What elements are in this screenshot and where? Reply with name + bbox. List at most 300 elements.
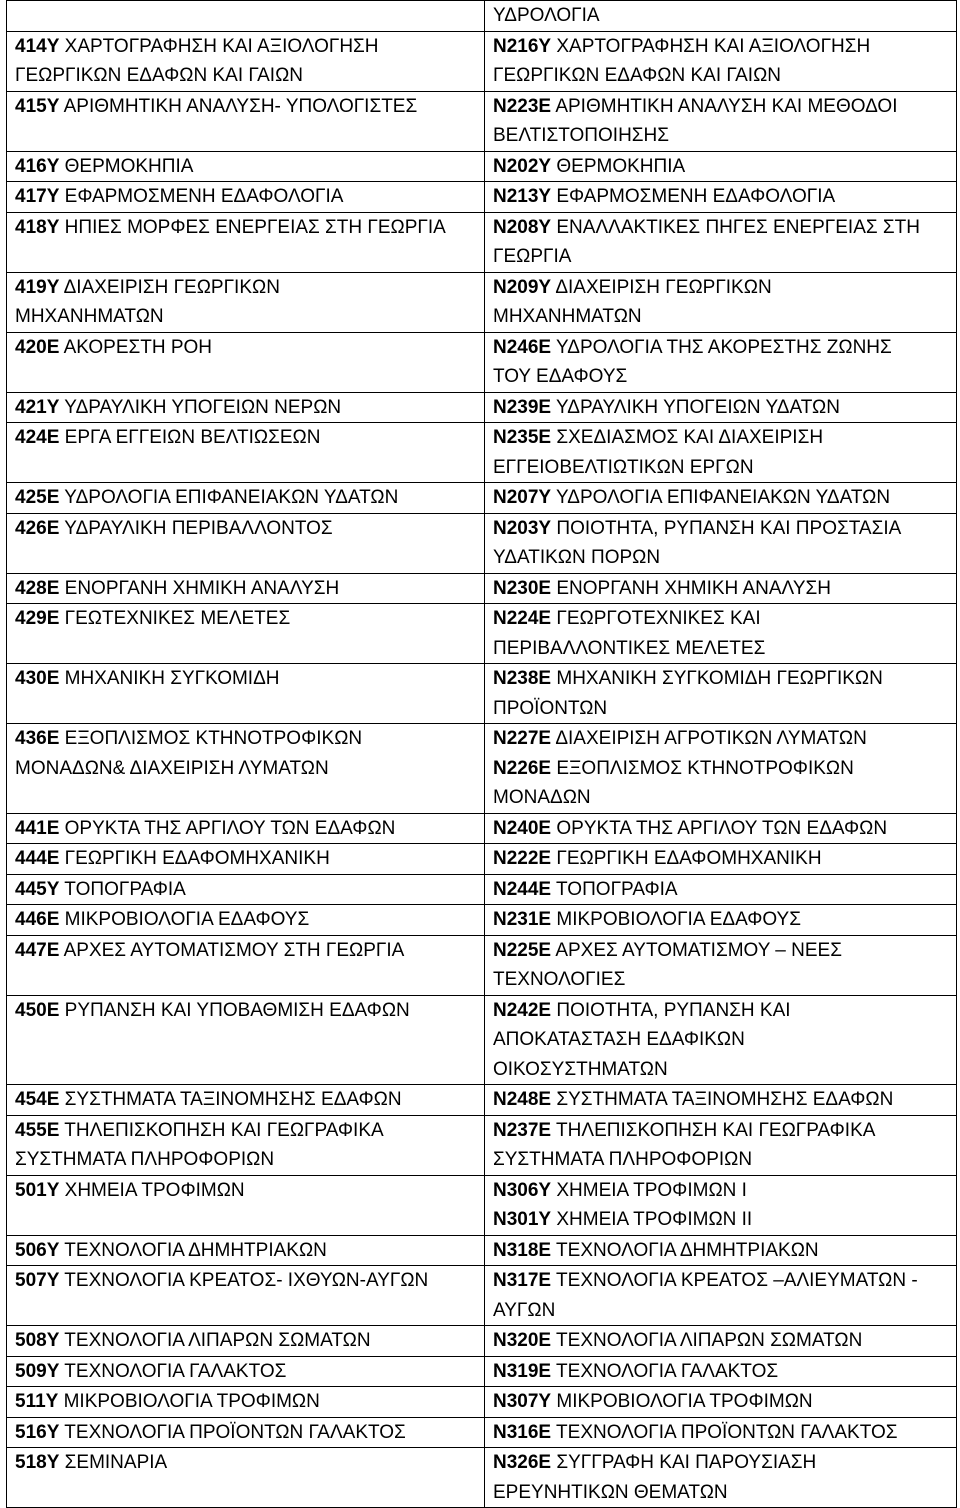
course-line: [493, 453, 948, 483]
course-title: ΤΕΧΝΟΛΟΓΙΑ ΠΡΟΪΟΝΤΩΝ ΓΑΛΑΚΤΟΣ: [59, 1421, 406, 1443]
course-code: 455Ε: [15, 1119, 60, 1141]
course-title: ΠΟΙΟΤΗΤΑ, ΡΥΠΑΝΣΗ ΚΑΙ ΠΡΟΣΤΑΣΙΑ: [551, 517, 902, 539]
course-line: [15, 574, 476, 604]
course-title: ΠΕΡΙΒΑΛΛΟΝΤΙΚΕΣ ΜΕΛΕΤΕΣ: [493, 637, 766, 659]
course-line: [15, 302, 476, 332]
course-title: ΜΙΚΡΟΒΙΟΛΟΓΙΑ ΕΔΑΦΟΥΣ: [59, 909, 310, 930]
new-course-cell: [485, 995, 957, 1085]
new-course-cell: [485, 935, 957, 995]
course-line: [493, 574, 948, 604]
table-row: [7, 1235, 957, 1266]
course-title: ΤΗΛΕΠΙΣΚΟΠΗΣΗ ΚΑΙ ΓΕΩΓΡΑΦΙΚΑ: [59, 1119, 384, 1141]
table-row: [7, 1, 957, 32]
course-line: [493, 754, 948, 784]
new-course-cell: [485, 1175, 957, 1235]
course-code: 415Υ: [15, 95, 60, 117]
table-row: [7, 1175, 957, 1235]
course-title: ΑΡΧΕΣ ΑΥΤΟΜΑΤΙΣΜΟΥ ΣΤΗ ΓΕΩΡΓΙΑ: [59, 939, 405, 961]
course-code: Ν319Ε: [493, 1360, 552, 1382]
course-title: ΤΕΧΝΟΛΟΓΙΑ ΚΡΕΑΤΟΣ –ΑΛΙΕΥΜΑΤΩΝ -: [551, 1270, 918, 1291]
old-course-cell: [7, 31, 485, 91]
course-line: [15, 1357, 476, 1387]
course-title: ΥΔΑΤΙΚΩΝ ΠΟΡΩΝ: [493, 547, 661, 568]
course-code: Ν227Ε: [493, 728, 552, 749]
course-code: Ν235Ε: [493, 427, 552, 448]
course-title: ΠΡΟΪΟΝΤΩΝ: [493, 697, 608, 719]
document-page: [6, 0, 956, 1508]
course-title: ΑΡΧΕΣ ΑΥΤΟΜΑΤΙΣΜΟΥ – ΝΕΕΣ: [551, 939, 842, 961]
course-code: Ν316Ε: [493, 1421, 552, 1443]
course-title: ΤΕΧΝΟΛΟΓΙΑ ΠΡΟΪΟΝΤΩΝ ΓΑΛΑΚΤΟΣ: [551, 1421, 898, 1443]
old-course-cell: [7, 513, 485, 573]
course-line: [15, 273, 476, 303]
old-course-cell: [7, 1356, 485, 1387]
table-row: [7, 272, 957, 332]
course-title: ΕΓΓΕΙΟΒΕΛΤΙΩΤΙΚΩΝ ΕΡΓΩΝ: [493, 456, 754, 478]
new-course-cell: [485, 844, 957, 875]
course-line: [15, 333, 476, 363]
course-title: ΓΕΩΡΓΟΤΕΧΝΙΚΕΣ ΚΑΙ: [551, 608, 761, 629]
table-row: [7, 664, 957, 724]
course-title: ΣΥΣΤΗΜΑΤΑ ΤΑΞΙΝΟΜΗΣΗΣ ΕΔΑΦΩΝ: [551, 1089, 894, 1110]
course-line: [493, 1055, 948, 1085]
course-line: [493, 965, 948, 995]
course-code: 507Υ: [15, 1270, 60, 1291]
old-course-cell: [7, 573, 485, 604]
course-title: ΓΕΩΡΓΙΚΗ ΕΔΑΦΟΜΗΧΑΝΙΚΗ: [59, 848, 330, 869]
course-code: 450Ε: [15, 999, 60, 1021]
course-code: Ν240Ε: [493, 817, 552, 839]
course-line: [493, 996, 948, 1026]
table-row: [7, 1417, 957, 1448]
course-title: ΑΚΟΡΕΣΤΗ ΡΟΗ: [59, 336, 213, 358]
course-title: ΔΙΑΧΕΙΡΙΣΗ ΑΓΡΟΤΙΚΩΝ ΛΥΜΑΤΩΝ: [551, 728, 867, 749]
course-code: 421Υ: [15, 396, 60, 418]
course-title: ΤΗΛΕΠΙΣΚΟΠΗΣΗ ΚΑΙ ΓΕΩΓΡΑΦΙΚΑ: [551, 1119, 876, 1141]
course-line: [493, 664, 948, 694]
course-title: ΘΕΡΜΟΚΗΠΙΑ: [551, 155, 686, 177]
new-course-cell: [485, 212, 957, 272]
course-code: Ν216Υ: [493, 35, 552, 57]
course-title: ΥΔΡΟΛΟΓΙΑ ΕΠΙΦΑΝΕΙΑΚΩΝ ΥΔΑΤΩΝ: [551, 487, 891, 508]
course-code: 417Υ: [15, 186, 60, 207]
new-course-cell: [485, 513, 957, 573]
course-code: Ν230Ε: [493, 577, 552, 599]
course-code: 436Ε: [15, 728, 60, 749]
course-line: [15, 1116, 476, 1146]
new-course-cell: [485, 1356, 957, 1387]
course-title: ΧΗΜΕΙΑ ΤΡΟΦΙΜΩΝ Ι: [551, 1179, 747, 1201]
course-code: Ν238Ε: [493, 668, 552, 689]
course-line: [493, 1085, 948, 1115]
course-code: 508Υ: [15, 1330, 60, 1351]
new-course-cell: [485, 392, 957, 423]
new-course-cell: [485, 664, 957, 724]
old-course-cell: [7, 935, 485, 995]
course-code: 430Ε: [15, 668, 60, 689]
course-line: [493, 1145, 948, 1175]
course-line: [15, 514, 476, 544]
table-row: [7, 513, 957, 573]
new-course-cell: [485, 91, 957, 151]
course-title: ΜΗΧΑΝΗΜΑΤΩΝ: [493, 306, 642, 327]
new-course-cell: [485, 1266, 957, 1326]
old-course-cell: [7, 392, 485, 423]
course-line: [493, 1296, 948, 1326]
course-title: ΥΔΡΟΛΟΓΙΑ ΕΠΙΦΑΝΕΙΑΚΩΝ ΥΔΑΤΩΝ: [59, 487, 399, 508]
course-title: ΜΙΚΡΟΒΙΟΛΟΓΙΑ ΤΡΟΦΙΜΩΝ: [551, 1391, 813, 1412]
old-course-cell: [7, 1115, 485, 1175]
course-title: ΧΗΜΕΙΑ ΤΡΟΦΙΜΩΝ: [59, 1179, 245, 1201]
course-code: 444Ε: [15, 848, 60, 869]
course-code: 424Ε: [15, 427, 60, 448]
course-code: Ν326Ε: [493, 1452, 552, 1473]
course-title: ΟΙΚΟΣΥΣΤΗΜΑΤΩΝ: [493, 1058, 668, 1080]
course-line: [493, 543, 948, 573]
course-line: [15, 875, 476, 905]
course-line: [493, 604, 948, 634]
course-line: [493, 423, 948, 453]
course-line: [15, 844, 476, 874]
course-code: 516Υ: [15, 1421, 60, 1443]
course-line: [15, 393, 476, 423]
course-line: [493, 1448, 948, 1478]
table-row: [7, 844, 957, 875]
course-line: [493, 514, 948, 544]
course-code: Ν202Υ: [493, 155, 552, 177]
course-line: [493, 393, 948, 423]
course-line: [493, 483, 948, 513]
course-line: [15, 1448, 476, 1478]
course-line: [15, 604, 476, 634]
table-row: [7, 604, 957, 664]
old-course-cell: [7, 91, 485, 151]
course-line: [15, 724, 476, 754]
course-line: [15, 814, 476, 844]
new-course-cell: [485, 1387, 957, 1418]
table-row: [7, 91, 957, 151]
course-line: [493, 1176, 948, 1206]
course-line: [493, 273, 948, 303]
course-line: [15, 754, 476, 784]
course-title: ΣΥΣΤΗΜΑΤΑ ΤΑΞΙΝΟΜΗΣΗΣ ΕΔΑΦΩΝ: [59, 1089, 402, 1110]
course-title: ΕΦΑΡΜΟΣΜΕΝΗ ΕΔΑΦΟΛΟΓΙΑ: [551, 186, 836, 207]
table-row: [7, 813, 957, 844]
course-line: [493, 1326, 948, 1356]
course-line: [493, 1418, 948, 1448]
course-line: [15, 152, 476, 182]
course-code: Ν223Ε: [493, 95, 552, 117]
old-course-cell: [7, 1175, 485, 1235]
course-line: [493, 875, 948, 905]
table-body: [7, 1, 957, 1508]
course-line: [493, 1236, 948, 1266]
course-title: ΤΕΧΝΟΛΟΓΙΑ ΛΙΠΑΡΩΝ ΣΩΜΑΤΩΝ: [551, 1330, 863, 1351]
table-row: [7, 724, 957, 814]
course-code: Ν231Ε: [493, 909, 552, 930]
course-title: ΜΗΧΑΝΙΚΗ ΣΥΓΚΟΜΙΔΗ ΓΕΩΡΓΙΚΩΝ: [551, 668, 883, 689]
course-code: Ν213Υ: [493, 186, 552, 207]
new-course-cell: [485, 272, 957, 332]
course-code: Ν224Ε: [493, 608, 552, 629]
table-row: [7, 332, 957, 392]
new-course-cell: [485, 31, 957, 91]
old-course-cell: [7, 332, 485, 392]
course-title: ΜΗΧΑΝΗΜΑΤΩΝ: [15, 306, 164, 327]
table-row: [7, 1448, 957, 1508]
course-code: 509Υ: [15, 1360, 60, 1382]
course-line: [15, 664, 476, 694]
course-title: ΤΕΧΝΟΛΟΓΙΑ ΚΡΕΑΤΟΣ- ΙΧΘΥΩΝ-ΑΥΓΩΝ: [59, 1270, 429, 1291]
course-code: Ν306Υ: [493, 1179, 552, 1201]
course-line: [15, 61, 476, 91]
course-code: Ν248Ε: [493, 1089, 552, 1110]
table-row: [7, 151, 957, 182]
course-code: 418Υ: [15, 216, 60, 238]
new-course-cell: [485, 874, 957, 905]
course-code: 518Υ: [15, 1452, 60, 1473]
old-course-cell: [7, 272, 485, 332]
course-code: 419Υ: [15, 276, 60, 298]
course-title: ΜΙΚΡΟΒΙΟΛΟΓΙΑ ΕΔΑΦΟΥΣ: [551, 909, 801, 930]
course-line: [15, 1266, 476, 1296]
course-title: ΑΡΙΘΜΗΤΙΚΗ ΑΝΑΛΥΣΗ ΚΑΙ ΜΕΘΟΔΟΙ: [551, 95, 898, 117]
new-course-cell: [485, 905, 957, 936]
old-course-cell: [7, 1387, 485, 1418]
old-course-cell: [7, 813, 485, 844]
course-line: [15, 182, 476, 212]
course-title: ΧΗΜΕΙΑ ΤΡΟΦΙΜΩΝ ΙΙ: [551, 1209, 753, 1230]
course-title: ΤΕΧΝΟΛΟΓΙΑ ΓΑΛΑΚΤΟΣ: [59, 1360, 287, 1382]
course-line: [493, 121, 948, 151]
course-title: ΓΕΩΡΓΙΑ: [493, 246, 572, 267]
course-code: 447Ε: [15, 939, 60, 961]
course-title: ΕΝΑΛΛΑΚΤΙΚΕΣ ΠΗΓΕΣ ΕΝΕΡΓΕΙΑΣ ΣΤΗ: [551, 216, 920, 238]
course-line: [493, 302, 948, 332]
table-row: [7, 1085, 957, 1116]
course-title: ΕΦΑΡΜΟΣΜΕΝΗ ΕΔΑΦΟΛΟΓΙΑ: [59, 186, 344, 207]
course-code: 425Ε: [15, 487, 60, 508]
old-course-cell: [7, 905, 485, 936]
course-line: [15, 92, 476, 122]
course-line: [493, 724, 948, 754]
course-title: ΓΕΩΡΓΙΚΩΝ ΕΔΑΦΩΝ ΚΑΙ ΓΑΙΩΝ: [493, 65, 781, 86]
course-title: ΥΔΡΑΥΛΙΚΗ ΥΠΟΓΕΙΩΝ ΥΔΑΤΩΝ: [551, 396, 840, 418]
course-title: ΡΥΠΑΝΣΗ ΚΑΙ ΥΠΟΒΑΘΜΙΣΗ ΕΔΑΦΩΝ: [59, 999, 410, 1021]
course-code: 511Υ: [15, 1391, 59, 1412]
course-line: [493, 182, 948, 212]
old-course-cell: [7, 1326, 485, 1357]
course-title: ΥΔΡΑΥΛΙΚΗ ΥΠΟΓΕΙΩΝ ΝΕΡΩΝ: [59, 396, 342, 418]
old-course-cell: [7, 1235, 485, 1266]
table-row: [7, 874, 957, 905]
course-line: [493, 1025, 948, 1055]
old-course-cell: [7, 423, 485, 483]
table-row: [7, 935, 957, 995]
table-row: [7, 1326, 957, 1357]
course-line: [15, 1418, 476, 1448]
course-title: ΕΝΟΡΓΑΝΗ ΧΗΜΙΚΗ ΑΝΑΛΥΣΗ: [551, 577, 831, 599]
course-line: [493, 1116, 948, 1146]
course-title: ΜΙΚΡΟΒΙΟΛΟΓΙΑ ΤΡΟΦΙΜΩΝ: [58, 1391, 320, 1412]
course-code: Ν246Ε: [493, 336, 552, 358]
course-title: ΤΟΠΟΓΡΑΦΙΑ: [551, 878, 678, 900]
old-course-cell: [7, 483, 485, 514]
course-title: ΥΔΡΑΥΛΙΚΗ ΠΕΡΙΒΑΛΛΟΝΤΟΣ: [59, 517, 333, 539]
course-line: [15, 905, 476, 935]
old-course-cell: [7, 844, 485, 875]
course-title: ΣΥΣΤΗΜΑΤΑ ΠΛΗΡΟΦΟΡΙΩΝ: [15, 1149, 275, 1170]
course-title: ΑΡΙΘΜΗΤΙΚΗ ΑΝΑΛΥΣΗ- ΥΠΟΛΟΓΙΣΤΕΣ: [59, 95, 418, 117]
new-course-cell: [485, 724, 957, 814]
course-title: ΔΙΑΧΕΙΡΙΣΗ ΓΕΩΡΓΙΚΩΝ: [59, 276, 280, 298]
course-title: ΤΕΧΝΟΛΟΓΙΑ ΓΑΛΑΚΤΟΣ: [551, 1360, 779, 1382]
course-line: [493, 32, 948, 62]
course-title: ΤΕΧΝΟΛΟΓΙΑ ΔΗΜΗΤΡΙΑΚΩΝ: [59, 1239, 327, 1261]
course-title: ΣΕΜΙΝΑΡΙΑ: [59, 1452, 168, 1473]
course-code: Ν207Υ: [493, 487, 552, 508]
course-code: 428Ε: [15, 577, 60, 599]
old-course-cell: [7, 604, 485, 664]
course-line: [15, 1236, 476, 1266]
course-code: Ν209Υ: [493, 276, 552, 298]
table-row: [7, 483, 957, 514]
course-title: ΔΙΑΧΕΙΡΙΣΗ ΓΕΩΡΓΙΚΩΝ: [551, 276, 772, 298]
course-line: [15, 483, 476, 513]
old-course-cell: [7, 151, 485, 182]
new-course-cell: [485, 604, 957, 664]
course-title: ΤΕΧΝΟΛΟΓΙΑ ΔΗΜΗΤΡΙΑΚΩΝ: [551, 1239, 819, 1261]
old-course-cell: [7, 1417, 485, 1448]
course-title: ΑΠΟΚΑΤΑΣΤΑΣΗ ΕΔΑΦΙΚΩΝ: [493, 1029, 745, 1050]
course-title: ΣΥΣΤΗΜΑΤΑ ΠΛΗΡΟΦΟΡΙΩΝ: [493, 1149, 753, 1170]
course-line: [15, 1176, 476, 1206]
old-course-cell: [7, 182, 485, 213]
new-course-cell: [485, 1235, 957, 1266]
course-line: [493, 783, 948, 813]
course-code: 414Υ: [15, 35, 60, 57]
course-title: ΣΧΕΔΙΑΣΜΟΣ ΚΑΙ ΔΙΑΧΕΙΡΙΣΗ: [551, 427, 824, 448]
table-row: [7, 995, 957, 1085]
course-code: 420Ε: [15, 336, 60, 358]
course-line: [493, 242, 948, 272]
course-code: Ν203Υ: [493, 517, 552, 539]
table-row: [7, 573, 957, 604]
new-course-cell: [485, 1326, 957, 1357]
new-course-cell: [485, 1417, 957, 1448]
course-code: Ν320Ε: [493, 1330, 552, 1351]
course-code: Ν244Ε: [493, 878, 552, 900]
old-course-cell: [7, 1266, 485, 1326]
course-title: ΧΑΡΤΟΓΡΑΦΗΣΗ ΚΑΙ ΑΞΙΟΛΟΓΗΣΗ: [551, 35, 871, 57]
course-title: ΤΟΥ ΕΔΑΦΟΥΣ: [493, 366, 628, 387]
course-line: [15, 1145, 476, 1175]
course-code: 501Υ: [15, 1179, 60, 1201]
course-title: ΓΕΩΤΕΧΝΙΚΕΣ ΜΕΛΕΤΕΣ: [59, 608, 291, 629]
course-line: [15, 1387, 476, 1417]
course-line: [15, 936, 476, 966]
course-line: [493, 61, 948, 91]
course-line: [15, 1085, 476, 1115]
course-title: ΑΥΓΩΝ: [493, 1299, 556, 1321]
old-course-cell: [7, 1, 485, 32]
old-course-cell: [7, 724, 485, 814]
course-line: [493, 152, 948, 182]
course-title: ΜΗΧΑΝΙΚΗ ΣΥΓΚΟΜΙΔΗ: [59, 668, 280, 689]
course-title: ΜΟΝΑΔΩΝ: [493, 787, 591, 808]
course-code: Ν307Υ: [493, 1391, 552, 1412]
course-code: Ν225Ε: [493, 939, 552, 961]
course-title: ΓΕΩΡΓΙΚΩΝ ΕΔΑΦΩΝ ΚΑΙ ΓΑΙΩΝ: [15, 65, 303, 86]
new-course-cell: [485, 1, 957, 32]
table-row: [7, 423, 957, 483]
course-line: [493, 213, 948, 243]
course-code: Ν208Υ: [493, 216, 552, 238]
course-line: [493, 333, 948, 363]
course-title: ΥΔΡΟΛΟΓΙΑ ΤΗΣ ΑΚΟΡΕΣΤΗΣ ΖΩΝΗΣ: [551, 336, 892, 358]
table-row: [7, 905, 957, 936]
course-line: [493, 1387, 948, 1417]
table-row: [7, 1266, 957, 1326]
new-course-cell: [485, 332, 957, 392]
course-line: [493, 1205, 948, 1235]
course-equivalence-table: [6, 0, 957, 1508]
course-line: [493, 1266, 948, 1296]
old-course-cell: [7, 212, 485, 272]
course-line: [15, 32, 476, 62]
course-line: [493, 936, 948, 966]
new-course-cell: [485, 1115, 957, 1175]
course-line: [493, 814, 948, 844]
course-code: 506Υ: [15, 1239, 60, 1261]
course-title: ΘΕΡΜΟΚΗΠΙΑ: [59, 155, 194, 177]
course-title: ΤΕΧΝΟΛΟΓΙΑ ΛΙΠΑΡΩΝ ΣΩΜΑΤΩΝ: [59, 1330, 371, 1351]
course-code: Ν318Ε: [493, 1239, 552, 1261]
course-title: ΥΔΡΟΛΟΓΙΑ: [493, 5, 600, 26]
course-line: [493, 1357, 948, 1387]
table-row: [7, 1356, 957, 1387]
course-code: 441Ε: [15, 817, 60, 839]
new-course-cell: [485, 1085, 957, 1116]
new-course-cell: [485, 151, 957, 182]
table-row: [7, 1115, 957, 1175]
course-code: Ν242Ε: [493, 999, 552, 1021]
course-title: ΜΟΝΑΔΩΝ& ΔΙΑΧΕΙΡΙΣΗ ΛΥΜΑΤΩΝ: [15, 757, 329, 779]
course-line: [493, 1, 948, 31]
course-code: 454Ε: [15, 1089, 60, 1110]
course-code: Ν222Ε: [493, 848, 552, 869]
course-title: ΓΕΩΡΓΙΚΗ ΕΔΑΦΟΜΗΧΑΝΙΚΗ: [551, 848, 822, 869]
old-course-cell: [7, 874, 485, 905]
old-course-cell: [7, 1448, 485, 1508]
course-line: [493, 92, 948, 122]
course-title: ΗΠΙΕΣ ΜΟΡΦΕΣ ΕΝΕΡΓΕΙΑΣ ΣΤΗ ΓΕΩΡΓΙΑ: [59, 216, 446, 238]
course-code: Ν317Ε: [493, 1270, 552, 1291]
course-title: ΠΟΙΟΤΗΤΑ, ΡΥΠΑΝΣΗ ΚΑΙ: [551, 999, 791, 1021]
table-row: [7, 212, 957, 272]
course-title: ΟΡΥΚΤΑ ΤΗΣ ΑΡΓΙΛΟΥ ΤΩΝ ΕΔΑΦΩΝ: [551, 817, 888, 839]
course-title: ΒΕΛΤΙΣΤΟΠΟΙΗΣΗΣ: [493, 125, 670, 146]
course-title: ΤΟΠΟΓΡΑΦΙΑ: [59, 878, 186, 900]
course-line: [15, 996, 476, 1026]
table-row: [7, 392, 957, 423]
course-code: 446Ε: [15, 909, 60, 930]
new-course-cell: [485, 423, 957, 483]
old-course-cell: [7, 664, 485, 724]
course-code: Ν226Ε: [493, 757, 552, 779]
course-code: Ν237Ε: [493, 1119, 552, 1141]
course-title: ΤΕΧΝΟΛΟΓΙΕΣ: [493, 969, 626, 990]
